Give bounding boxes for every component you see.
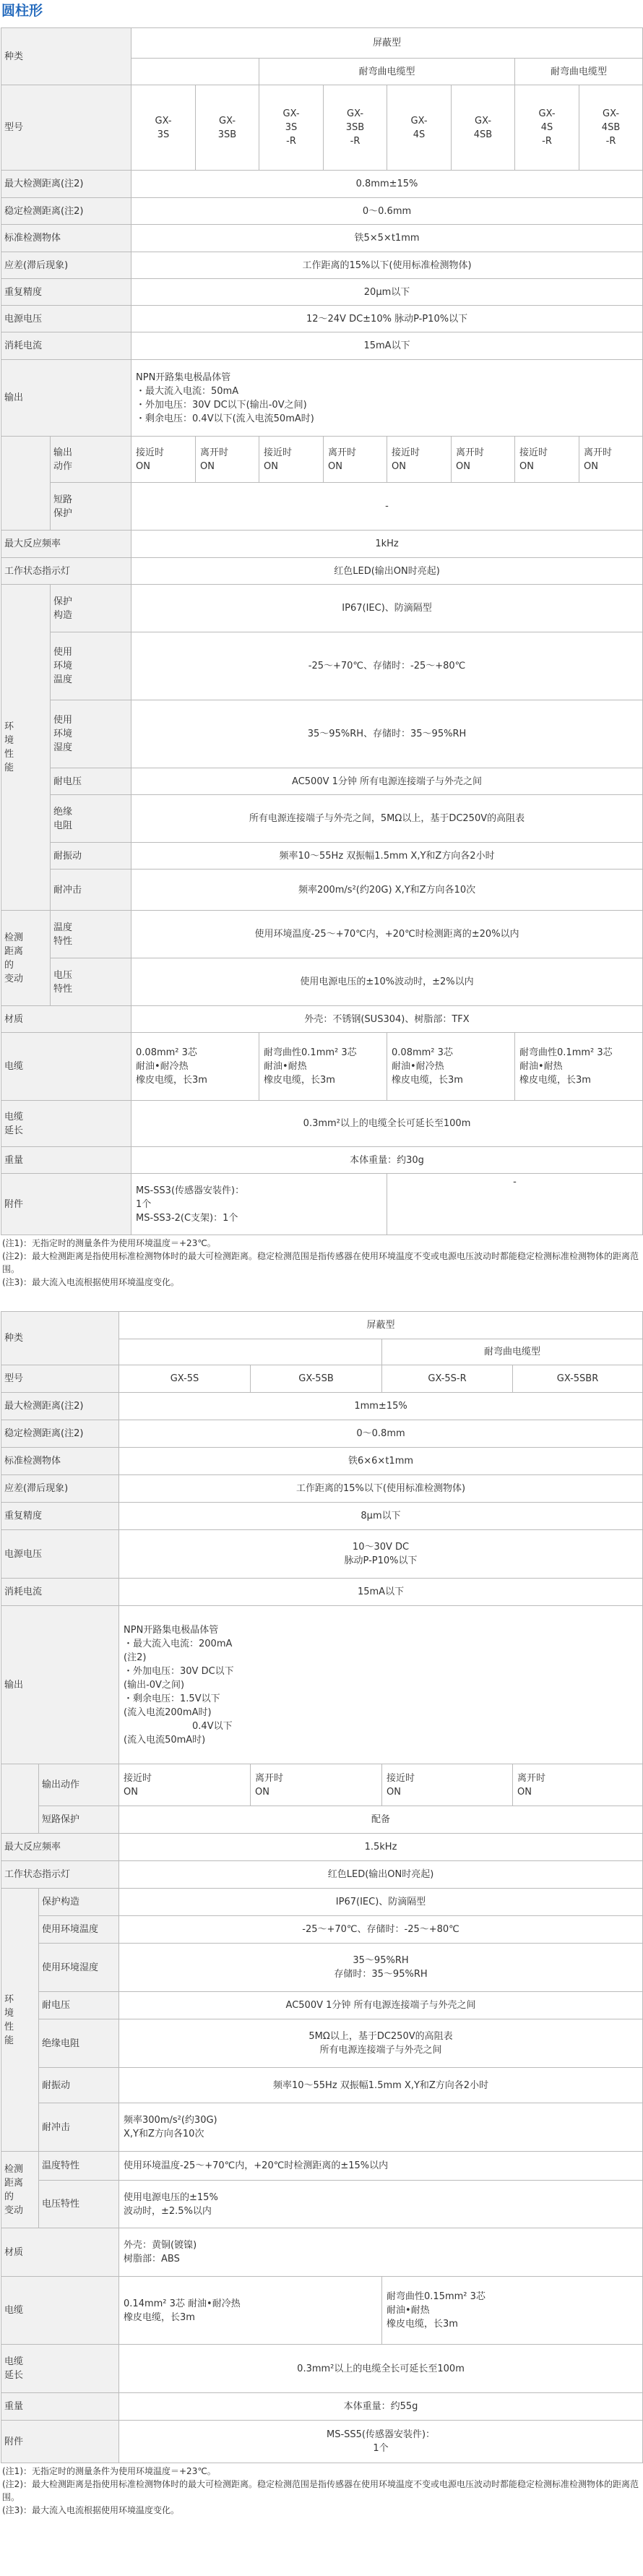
volt-value: 10～30V DC 脉动P-P10%以下 (119, 1530, 643, 1579)
ext-value: 0.3mm²以上的电缆全长可延长至100m (131, 1101, 643, 1147)
model-cell: GX-5S-R (382, 1365, 513, 1393)
output-label: 输出 (1, 1606, 119, 1764)
material-label: 材质 (1, 2228, 119, 2277)
short-value: 配备 (119, 1806, 643, 1834)
output-op-cell: 离开时 ON (324, 437, 387, 483)
spec-table-1 (1, 27, 643, 1235)
drift-label: 检测 距离 的 变动 (1, 2152, 39, 2228)
max-dist-value: 1mm±15% (119, 1393, 643, 1420)
repeat-value: 20μm以下 (131, 279, 643, 306)
bend-type-1: 耐弯曲电缆型 (259, 59, 515, 85)
output-desc: NPN开路集电极晶体管 ・最大流入电流：50mA ・外加电压：30V DC以下(输出-0V之间) ・剩余电压：0.4V以下(流入电流50mA时) (131, 360, 643, 437)
output-op-cell: 接近时 ON (382, 1764, 513, 1806)
curr-label: 消耗电流 (1, 1579, 119, 1606)
model-cell: GX-5SBR (513, 1365, 643, 1393)
output-desc: NPN开路集电极晶体管 ・最大流入电流：200mA (注2) ・外加电压：30V DC以下 (输出-0V之间) ・剩余电压：1.5V以下 (流入电流200mA时) 0.4V以下 (流入电流50mA时) (119, 1606, 643, 1764)
weight-value: 本体重量：约55g (119, 2393, 643, 2421)
model-cell: GX- 4S -R (515, 85, 579, 171)
tchar-value: 使用环境温度-25～+70℃内，+20℃时检测距离的±20%以内 (131, 911, 643, 958)
hum-label: 使用环境湿度 (39, 1944, 119, 1992)
output-op-cell: 离开时 ON (196, 437, 259, 483)
insul-label: 绝缘电阻 (39, 2019, 119, 2068)
material-label: 材质 (1, 1006, 131, 1033)
output-op-cell: 离开时 ON (452, 437, 515, 483)
bend-type: 耐弯曲电缆型 (382, 1339, 643, 1365)
cable-cell: 耐弯曲性0.1mm² 3芯 耐油•耐热 橡皮电缆，长3m (259, 1033, 387, 1101)
shock-value: 频率300m/s²(约30G) X,Y和Z方向各10次 (119, 2103, 643, 2152)
hum-value: 35～95%RH、存储时：35～95%RH (131, 700, 643, 768)
output-op-cell: 接近时 ON (259, 437, 324, 483)
vib-value: 频率10～55Hz 双振幅1.5mm X,Y和Z方向各2小时 (119, 2068, 643, 2103)
vchar-value: 使用电源电压的±10%波动时，±2%以内 (131, 958, 643, 1006)
output-op-cell: 接近时 ON (387, 437, 452, 483)
material-value: 外壳：不锈钢(SUS304)、树脂部：TFX (131, 1006, 643, 1033)
weight-value: 本体重量：约30g (131, 1147, 643, 1174)
model-cell: GX- 3S -R (259, 85, 324, 171)
vib-label: 耐振动 (51, 843, 131, 870)
curr-value: 15mA以下 (131, 332, 643, 360)
withstand-value: AC500V 1分钟 所有电源连接端子与外壳之间 (119, 1992, 643, 2019)
vib-label: 耐振动 (39, 2068, 119, 2103)
weight-label: 重量 (1, 1147, 131, 1174)
temp-label: 使用环境温度 (39, 1916, 119, 1944)
std-obj-label: 标准检测物体 (1, 1448, 119, 1475)
vchar-value: 使用电源电压的±15% 波动时，±2.5%以内 (119, 2181, 643, 2228)
output-op-label: 输出 动作 (51, 437, 131, 483)
curr-value: 15mA以下 (119, 1579, 643, 1606)
output-op-cell: 离开时 ON (251, 1764, 382, 1806)
cable-cell: 耐弯曲性0.1mm² 3芯 耐油•耐热 橡皮电缆，长3m (515, 1033, 643, 1101)
vib-value: 频率10～55Hz 双振幅1.5mm X,Y和Z方向各2小时 (131, 843, 643, 870)
accessory-right: - (387, 1174, 643, 1235)
accessory-left: MS-SS3(传感器安装件)： 1个 MS-SS3-2(C支架)：1个 (131, 1174, 387, 1235)
temp-label: 使用 环境 温度 (51, 632, 131, 700)
kind-label: 种类 (1, 1312, 119, 1365)
model-label: 型号 (1, 85, 131, 171)
model-cell: GX- 4SB (452, 85, 515, 171)
output-op-cell: 接近时 ON (131, 437, 196, 483)
tchar-value: 使用环境温度-25～+70℃内，+20℃时检测距离的±15%以内 (119, 2152, 643, 2181)
model-cell: GX- 3SB (196, 85, 259, 171)
shock-value: 频率200m/s²(约20G) X,Y和Z方向各10次 (131, 870, 643, 911)
hyst-value: 工作距离的15%以下(使用标准检测物体) (119, 1475, 643, 1503)
insul-value: 5MΩ以上，基于DC250V的高阻表 所有电源连接端子与外壳之间 (119, 2019, 643, 2068)
temp-value: -25～+70℃、存储时：-25～+80℃ (119, 1916, 643, 1944)
freq-label: 最大反应频率 (1, 531, 131, 558)
max-dist-value: 0.8mm±15% (131, 171, 643, 198)
tchar-label: 温度 特性 (51, 911, 131, 958)
kind-label: 种类 (1, 28, 131, 85)
output-op-cell: 接近时 ON (515, 437, 579, 483)
shield-type: 屏蔽型 (131, 28, 643, 59)
std-obj-value: 铁5×5×t1mm (131, 225, 643, 252)
model-row (1, 85, 643, 171)
freq-value: 1kHz (131, 531, 643, 558)
cable-cell: 耐弯曲性0.15mm² 3芯 耐油•耐热 橡皮电缆，长3m (382, 2277, 643, 2345)
prot-label: 保护构造 (39, 1889, 119, 1916)
output-op-label: 输出动作 (39, 1764, 119, 1806)
env-label: 环 境 性 能 (1, 585, 51, 911)
model-cell: GX- 4S (387, 85, 452, 171)
insul-label: 绝缘 电阻 (51, 795, 131, 843)
output-op-cell: 接近时 ON (119, 1764, 251, 1806)
ext-value: 0.3mm²以上的电缆全长可延长至100m (119, 2345, 643, 2393)
repeat-label: 重复精度 (1, 1503, 119, 1530)
spec-table-2 (1, 1311, 643, 2463)
model-cell: GX- 3S (131, 85, 196, 171)
std-obj-label: 标准检测物体 (1, 225, 131, 252)
env-label: 环 境 性 能 (1, 1889, 39, 2152)
material-value: 外壳：黄铜(镀镍) 树脂部：ABS (119, 2228, 643, 2277)
bend-type-2: 耐弯曲电缆型 (515, 59, 643, 85)
stable-label: 稳定检测距离(注2) (1, 198, 131, 225)
prot-label: 保护 构造 (51, 585, 131, 632)
model-cell: GX- 4SB -R (579, 85, 643, 171)
indicator-value: 红色LED(输出ON时亮起) (119, 1861, 643, 1889)
volt-label: 电源电压 (1, 306, 131, 332)
accessory-label: 附件 (1, 1174, 131, 1235)
accessory-label: 附件 (1, 2421, 119, 2463)
withstand-label: 耐电压 (51, 768, 131, 795)
cable-label: 电缆 (1, 2277, 119, 2345)
hyst-label: 应差(滞后现象) (1, 252, 131, 279)
short-label: 短路保护 (39, 1806, 119, 1834)
notes-2: (注1)：无指定时的测量条件为使用环境温度＝+23℃。 (注2)：最大检测距离是指使用标准检测物体时的最大可检测距离。稳定检测范围是指传感器在使用环境温度不变或电源电压波动时都能稳定检测标准检测物体的距离范围。 (注3)：最大流入电流根据使用环境温度变化。 (2, 2466, 639, 2515)
vchar-label: 电压特性 (39, 2181, 119, 2228)
temp-value: -25～+70℃、存储时：-25～+80℃ (131, 632, 643, 700)
output-op-cell: 离开时 ON (513, 1764, 643, 1806)
stable-label: 稳定检测距离(注2) (1, 1420, 119, 1448)
std-obj-value: 铁6×6×t1mm (119, 1448, 643, 1475)
indicator-label: 工作状态指示灯 (1, 558, 131, 585)
indicator-value: 红色LED(输出ON时亮起) (131, 558, 643, 585)
prot-value: IP67(IEC)、防滴隔型 (131, 585, 643, 632)
weight-label: 重量 (1, 2393, 119, 2421)
volt-label: 电源电压 (1, 1530, 119, 1579)
shock-label: 耐冲击 (51, 870, 131, 911)
repeat-label: 重复精度 (1, 279, 131, 306)
short-label: 短路 保护 (51, 483, 131, 531)
stable-value: 0～0.8mm (119, 1420, 643, 1448)
short-value: - (131, 483, 643, 531)
ext-label: 电缆 延长 (1, 2345, 119, 2393)
cable-cell: 0.14mm² 3芯 耐油•耐冷热 橡皮电缆，长3m (119, 2277, 382, 2345)
hum-value: 35～95%RH 存储时：35～95%RH (119, 1944, 643, 1992)
model-label: 型号 (1, 1365, 119, 1393)
model-cell: GX-5S (119, 1365, 251, 1393)
shield-type: 屏蔽型 (119, 1312, 643, 1339)
cable-label: 电缆 (1, 1033, 131, 1101)
drift-label: 检测 距离 的 变动 (1, 911, 51, 1006)
shock-label: 耐冲击 (39, 2103, 119, 2152)
curr-label: 消耗电流 (1, 332, 131, 360)
cable-cell: 0.08mm² 3芯 耐油•耐冷热 橡皮电缆，长3m (387, 1033, 515, 1101)
model-cell: GX- 3SB -R (324, 85, 387, 171)
hyst-value: 工作距离的15%以下(使用标准检测物体) (131, 252, 643, 279)
max-dist-label: 最大检测距离(注2) (1, 171, 131, 198)
hum-label: 使用 环境 湿度 (51, 700, 131, 768)
notes-1: (注1)：无指定时的测量条件为使用环境温度＝+23℃。 (注2)：最大检测距离是指使用标准检测物体时的最大可检测距离。稳定检测范围是指传感器在使用环境温度不变或电源电压波动时都能稳定检测标准检测物体的距离范围。 (注3)：最大流入电流根据使用环境温度变化。 (2, 1238, 639, 1287)
cable-cell: 0.08mm² 3芯 耐油•耐冷热 橡皮电缆，长3m (131, 1033, 259, 1101)
output-op-cell: 离开时 ON (579, 437, 643, 483)
model-cell: GX-5SB (251, 1365, 382, 1393)
tchar-label: 温度特性 (39, 2152, 119, 2181)
vchar-label: 电压 特性 (51, 958, 131, 1006)
model-row (1, 1365, 643, 1393)
output-label: 输出 (1, 360, 131, 437)
stable-value: 0～0.6mm (131, 198, 643, 225)
repeat-value: 8μm以下 (119, 1503, 643, 1530)
insul-value: 所有电源连接端子与外壳之间，5MΩ以上，基于DC250V的高阻表 (131, 795, 643, 843)
withstand-label: 耐电压 (39, 1992, 119, 2019)
freq-value: 1.5kHz (119, 1834, 643, 1861)
withstand-value: AC500V 1分钟 所有电源连接端子与外壳之间 (131, 768, 643, 795)
hyst-label: 应差(滞后现象) (1, 1475, 119, 1503)
accessory-value: MS-SS5(传感器安装件)： 1个 (119, 2421, 643, 2463)
volt-value: 12～24V DC±10% 脉动P-P10%以下 (131, 306, 643, 332)
prot-value: IP67(IEC)、防滴隔型 (119, 1889, 643, 1916)
max-dist-label: 最大检测距离(注2) (1, 1393, 119, 1420)
freq-label: 最大反应频率 (1, 1834, 119, 1861)
ext-label: 电缆 延长 (1, 1101, 131, 1147)
indicator-label: 工作状态指示灯 (1, 1861, 119, 1889)
page-title: 圆柱形 (1, 3, 43, 19)
